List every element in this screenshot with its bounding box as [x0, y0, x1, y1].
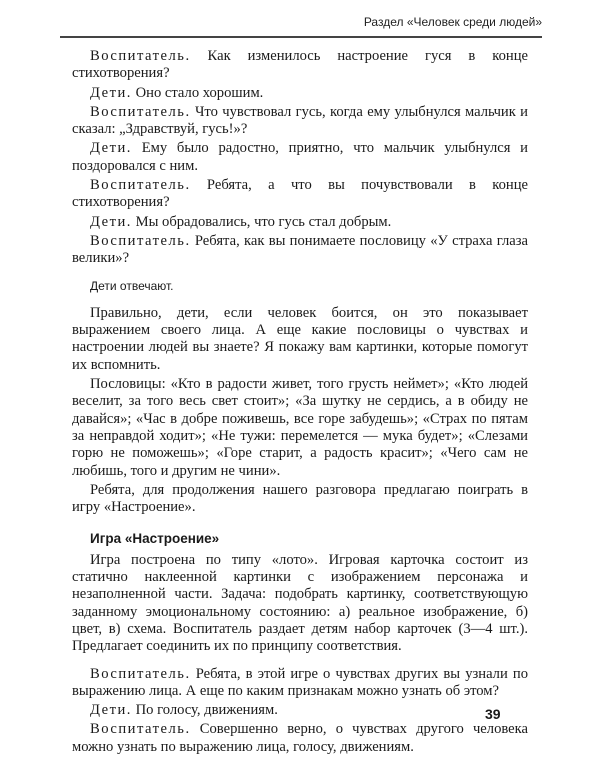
dialogue-line — [72, 666, 528, 701]
line-text: Оно стало хорошим. — [131, 84, 264, 101]
line-text: Мы обрадовались, что гусь стал добрым. — [131, 213, 392, 230]
dialogue-line — [72, 104, 528, 139]
proverbs-paragraph: Пословицы: «Кто в радости живет, того грусть неймет»; «Кто людей веселит, за того весь свет стоит»; «За шутку не сердись, а в обиду не давайся»; «Час в добре поживешь, все горе забудешь»; «Страх по пятам за неправдой ходит»; «Не тужи: перемелется — мука будет»; «Слезами горю не поможешь»; «Горе старит, а радость красит»; «Чего сам не любишь, того и другим не чини». — [72, 376, 528, 479]
running-header — [60, 0, 542, 38]
dialogue-line — [72, 140, 528, 175]
line-text: Что чувствовал гусь, когда ему улыбнулся мальчик и сказал: „Здравствуй, гусь!»? — [72, 103, 528, 138]
dialogue-line — [72, 721, 528, 756]
page-number: 39 — [485, 706, 501, 722]
line-text: Совершенно верно, о чувствах другого человека можно узнать по выражению лица, голосу, движениям. — [72, 721, 528, 755]
page-body — [72, 48, 528, 758]
line-text: Ребята, как вы понимаете пословицу «У страха глаза велики»? — [72, 232, 528, 267]
stage-direction: Дети отвечают. — [90, 278, 174, 293]
speaker-label: Воспитатель. — [90, 48, 191, 64]
dialogue-line — [72, 214, 528, 231]
line-text: По голосу, движениям. — [131, 702, 278, 719]
dialogue-line — [72, 177, 528, 212]
speaker-label: Дети. — [90, 702, 132, 719]
section-title: Раздел «Человек среди людей» — [363, 15, 542, 29]
game-description: Игра построена по типу «лото». Игровая карточка состоит из статично наклеенной картинки с изображением персонажа и незаполненной части. Задача: подобрать картинку, соответствующую заданному эмоциональному состоянию: а) реальное изображение, б) цвет, в) схема. Воспитатель раздает детям набор карточек (3—4 шт.). Предлагает соединить их по принципу соответствия. — [72, 551, 528, 655]
speaker-label: Воспитатель. — [90, 665, 191, 682]
paragraph: Правильно, дети, если человек боится, он это показывает выражением своего лица. А еще какие пословицы о чувствах и настроении людей вы знаете? Я покажу вам картинки, которые помогут их вспомнить. — [72, 304, 528, 373]
dialogue-line — [72, 85, 528, 102]
line-text: Ребята, а что вы почувствовали в конце стихотворения? — [72, 177, 528, 211]
line-text: Ему было радостно, приятно, что мальчик улыбнулся и поздоровался с ним. — [72, 140, 528, 174]
speaker-label: Воспитатель. — [90, 232, 191, 249]
line-text: Как изменилось настроение гуся в конце стихотворения? — [72, 48, 528, 82]
paragraph: Ребята, для продолжения нашего разговора предлагаю поиграть в игру «Настроение». — [72, 481, 528, 516]
speaker-label: Дети. — [90, 140, 132, 157]
speaker-label: Воспитатель. — [90, 721, 191, 738]
game-heading: Игра «Настроение» — [90, 531, 220, 547]
speaker-label: Дети. — [90, 84, 132, 101]
line-text: Ребята, в этой игре о чувствах других вы узнали по выражению лица. А еще по каким признакам можно узнать об этом? — [72, 665, 528, 699]
speaker-label: Дети. — [90, 213, 132, 230]
dialogue-line — [72, 233, 528, 268]
dialogue-line — [72, 702, 528, 719]
dialogue-line — [72, 48, 528, 83]
speaker-label: Воспитатель. — [90, 103, 191, 120]
speaker-label: Воспитатель. — [90, 177, 191, 194]
